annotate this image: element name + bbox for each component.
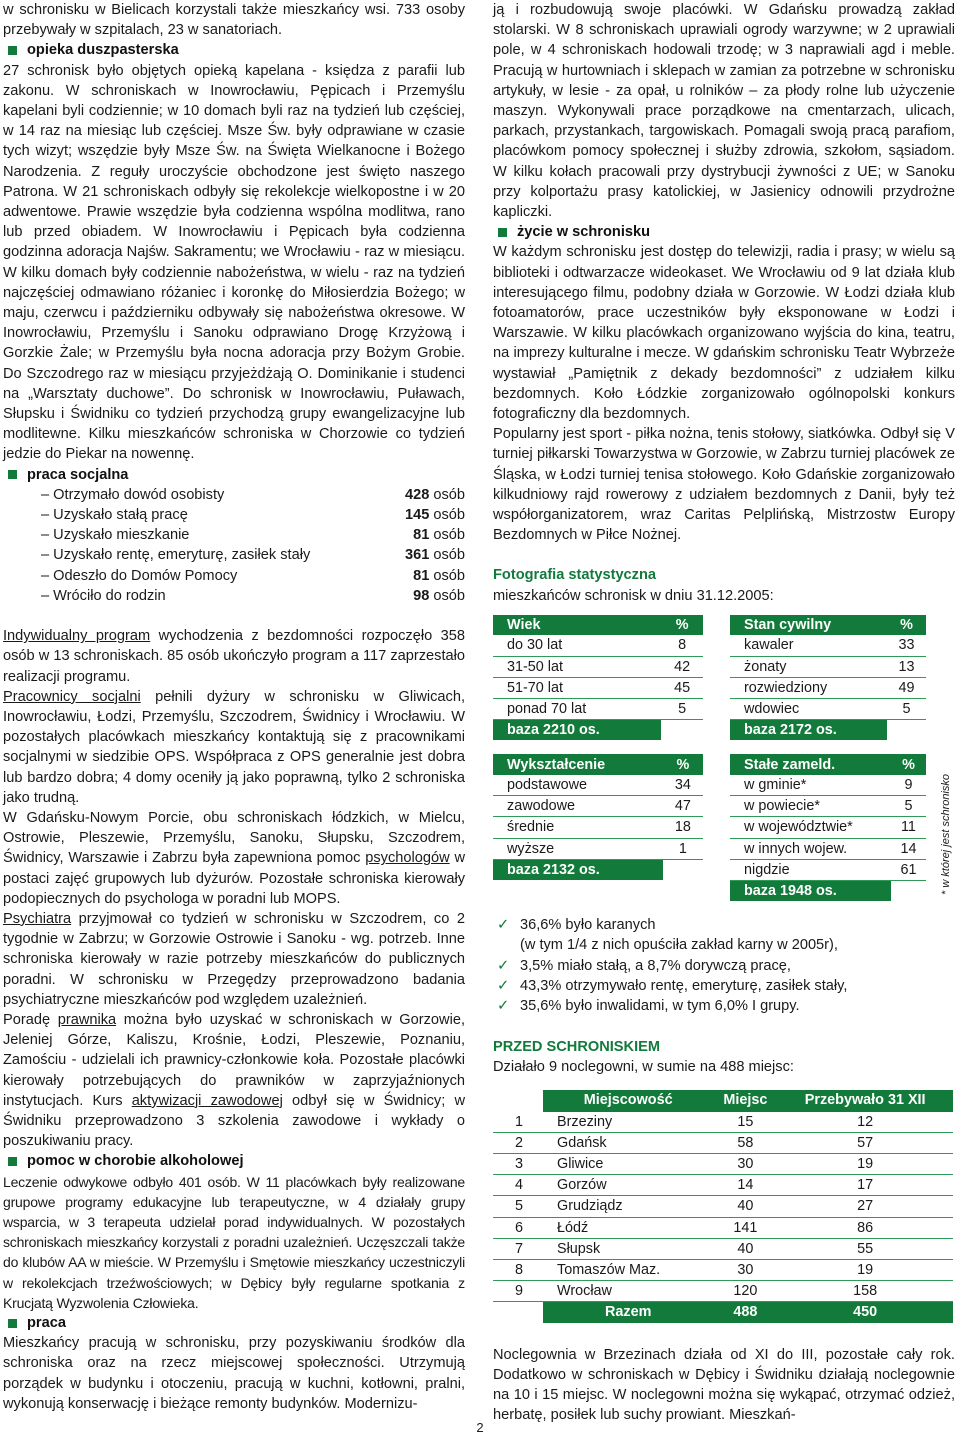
paragraph: Poradę prawnika można było uzyskać w schroniskach w Gorzowie, Jeleniej Górze, Kaliszu, Krośnie, Łodzi, Pleszewie, Poznaniu, Zamościu - udzielali ich prawnicy-członkowie koła. Pozostałe placówki kierowały potrzebujących do prawników w zaprzyjaźnionych instytucjach. Kurs aktywizacji zawodowej odbył się w Świdnicy; w Świdniku przeprowadzono 3 szkolenia zawodowe i wykłady o poszukiwaniu pracy.: [3, 1011, 465, 1150]
stats-tables-row-2: [493, 754, 955, 901]
paragraph: Mieszkańcy pracują w schronisku, przy pozyskiwaniu środków dla schroniska oraz na rzecz miejscowej społeczności. Utrzymują porządek w budynku i otoczeniu, pracują w kuchni, kotłowni, pralni, wykonują konserwację i bieżące remonty budynków. Modernizu-: [3, 1335, 465, 1412]
paragraph: 27 schronisk było objętych opieką kapelana - księdza z parafii lub zakonu. W schroniskach w Inowrocławiu, Pępicach i Przemyślu kapelani byli codziennie; w 10 domach byli raz na tydzień lub częściej, w 14 raz na miesiąc lub częściej. Msze Św. były odprawiane w czasie tych wizyt; wszędzie były Msze Św. na Święta Wielkanocne i Bożego Narodzenia. Z reguły uroczyście obchodzone jest święto naszego Patrona. W 21 schroniskach odbyły się rekolekcje wielkopostne i w 20 adwentowe. Prawie wszędzie była codzienna wspólna modlitwa, rano lub przed obiadem. W Inowrocławiu i Pępicach była codzienna godzinna adoracja Najśw. Sakramentu; we Wrocławiu - raz w miesiącu. W kilku domach były codziennie nabożeństwa, w wielu - raz na tydzień najczęściej odmawiano różaniec i koronkę do Miłosierdzia Bożego; w maju, czerwcu i październiku odbywały się nabożeństwa okresowe. W Inowrocławiu, Przemyślu i Sanoku odprawiano Drogę Krzyżową i Gorzkie Żale; w Przemyślu była nocna adoracja przy Bożym Grobie. Do Szczodrego raz w miesiącu przyjeżdżają O. Dominikanie i studenci na „Warsztaty duchowe”. Do schronisk w Inowrocławiu, Puławach, Słupsku i Świdniku co tydzień przychodzą grupy ewangelizacyjne lub modlitewne. Kilku mieszkańców schroniska w Chorzowie co tydzień jedzie do Piekar na nowennę.: [3, 62, 465, 463]
left-column: [3, 0, 465, 1414]
table-row: 2 Gdańsk 58 57: [493, 1132, 953, 1153]
table-row: 1 Brzeziny 15 12: [493, 1112, 953, 1133]
list-item: ✓ 3,5% miało stałą, a 8,7% dorywczą pracę,: [493, 956, 955, 976]
paragraph: W Gdańsku-Nowym Porcie, obu schroniskach łódzkich, w Mielcu, Ostrowie, Pleszewie, Przemyślu, Sanoku, Słupsku, Szczodrem, Świdnicy, Warszawie i Zabrzu była zapewniona pomoc psychologów w postaci zajęć grupowych lub dyżurów. Pozostałe schroniska kierowały podopiecznych do psychologa w poradni lub MOPS.: [3, 809, 466, 907]
section-heading-socjalna: praca socjalna: [3, 465, 465, 485]
table-row: w gminie* 9: [730, 775, 926, 796]
page-number: 2: [476, 1420, 484, 1434]
square-bullet-icon: [8, 46, 17, 55]
right-column: [493, 0, 955, 1425]
paragraph: ją i rozbudowują swoje placówki. W Gdańsku prowadzą zakład stolarski. W 8 schroniskach uprawiali ogrody warzywne; w 2 uprawiali pole, w 4 schroniskach hodowali trzodę; w 3 naprawiali agd i meble. Pracują w hurtowniach i sklepach w zamian za potrzebne w schronisku artykuły, w lesie - za opał, u rolników – za płody rolne lub użyczenie maszyn. Wykonywali prace porządkowe na cmentarzach, ulicach, parkach, przystankach, targowiskach. Pomagali swoją pracą parafiom, placówkom pomocy społecznej i służby zdrowia, szkołom, sąsiadom. W kilku kołach pracowali przy dystrybucji żywności z UE; w Sanoku przy kolportażu prasy katolickiej, w Jasienicy odnowili przydrożne kapliczki.: [493, 2, 955, 221]
paragraph: Pracownicy socjalni pełnili dyżury w schronisku w Gliwicach, Inowrocławiu, Łodzi, Przemyślu, Szczodrem, Świdnicy i Wrocławiu. W pozostałych placówkach mieszkańcy kontaktują się z pracownikami socjalnymi w siedzibie OPS. Współpraca z OPS generalnie jest dobra lub bardzo dobra; 4 domy oceniły ją jako poprawną, tylko 2 schroniska jako trudną.: [3, 688, 465, 806]
table-zameldowanie: Stałe zameld. % w gminie* 9 w powiecie* 5 w województwie* 11 w innych wojew. 14 nigdzie 61 baza 1948 os.: [730, 754, 926, 901]
square-bullet-icon: [8, 470, 17, 479]
stats-section: [493, 565, 955, 605]
paragraph: Psychiatra przyjmował co tydzień w schronisku w Szczodrem, co 2 tygodnie w Zabrzu; w Gorzowie Ostrowie i Sanoku - wg. potrzeb. Inne schroniska kierowały w razie potrzeby mieszkańców do publicznych poradni. W schronisku w Przegędzy przeprowadzono badania psychiatryczne mieszkańców pod względem uzależnień.: [3, 910, 465, 1008]
section-heading-zycie: życie w schronisku: [493, 222, 955, 242]
checkmark-icon: ✓: [497, 957, 510, 974]
table-row: w województwie* 11: [730, 817, 926, 838]
table-row: nigdzie 61: [730, 859, 926, 880]
stat-row: – Uzyskało rentę, emeryturę, zasiłek stały 361 osób: [41, 547, 465, 564]
przed-title: PRZED SCHRONISKIEM: [493, 1039, 661, 1056]
paragraph: Indywidualny program wychodzenia z bezdomności rozpoczęło 358 osób w 13 schroniskach. 85 osób ukończyło program a 117 zaprzestało realizacji programu.: [3, 628, 465, 685]
list-item: (w tym 1/4 z nich opuściła zakład karny w 2005r),: [520, 937, 838, 954]
przed-subtitle: Działało 9 noclegowni, w sumie na 488 miejsc:: [493, 1059, 794, 1076]
list-item: ✓ 35,6% było inwalidami, w tym 6,0% I grupy.: [493, 996, 955, 1016]
table-total-row: baza 2210 os.: [493, 720, 703, 741]
przed-section: [493, 1037, 955, 1077]
table-row: 51-70 lat 45: [493, 677, 703, 698]
table-row: w powiecie* 5: [730, 796, 926, 817]
table-row: rozwiedziony 49: [730, 677, 926, 698]
table-row: 9 Wrocław 120 158: [493, 1281, 953, 1302]
table-row: 31-50 lat 42: [493, 656, 703, 677]
square-bullet-icon: [8, 1157, 17, 1166]
table-row: 6 Łódź 141 86: [493, 1217, 953, 1238]
paragraph: Noclegownia w Brzezinach działa od XI do III, pozostałe cały rok. Dodatkowo w schroniskach w Dębicy i Świdniku działają noclegownie na 10 i 15 miejsc. W noclegowni można się wykąpać, otrzymać odzież, herbatę, posiłek lub suchy prowiant. Mieszkań-: [493, 1346, 955, 1424]
table-total-row: baza 2172 os.: [730, 720, 926, 741]
table-row: średnie 18: [493, 817, 703, 838]
section-heading-duszpasterska: opieka duszpasterska: [3, 40, 465, 60]
square-bullet-icon: [498, 228, 507, 237]
stat-row: – Otrzymało dowód osobisty 428 osób: [41, 486, 465, 503]
stats-subtitle: mieszkańców schronisk w dniu 31.12.2005:: [493, 587, 774, 604]
table-row: żonaty 13: [730, 656, 926, 677]
table-row: ponad 70 lat 5: [493, 699, 703, 720]
table-total-row: baza 1948 os.: [730, 880, 926, 901]
paragraph: w schronisku w Bielicach korzystali także mieszkańcy wsi. 733 osoby przebywały w szpitalach, 23 w sanatoriach.: [3, 2, 465, 39]
stat-row: – Uzyskało mieszkanie 81 osób: [41, 527, 465, 544]
table-row: podstawowe 34: [493, 775, 703, 796]
table-row: 7 Słupsk 40 55: [493, 1238, 953, 1259]
table-wyksztalcenie: Wykształcenie % podstawowe 34 zawodowe 47 średnie 18 wyższe 1 baza 2132 os.: [493, 754, 703, 880]
stats-list: [41, 485, 465, 606]
table-total-row: baza 2132 os.: [493, 859, 703, 880]
paragraph: W każdym schronisku jest dostęp do telewizji, radia i prasy; w wielu są biblioteki i odtwarzacze wideokaset. We Wrocławiu od 9 lat działa klub interesującego filmu, podobny działa w Gorzowie. W Łodzi działa klub fotoamatorów, prace uczestników były eksponowane w Łodzi i Warszawie. W kilku placówkach organizowano wyjścia do kina, teatru, na imprezy kulturalne i mecze. W gdańskim schronisku Teatr Wybrzeże wystawiał „Pamiętnik z dekady bezdomności” z udziałem kilku bezdomnych. Koło Łódzkie zorganizowało ogólnopolski konkurs fotograficzny dla bezdomnych.: [493, 244, 955, 423]
checkmark-icon: ✓: [497, 917, 510, 934]
footnote-vertical: * w której jest schronisko: [940, 773, 952, 895]
section-heading-alkohol: pomoc w chorobie alkoholowej: [3, 1151, 465, 1171]
table-row: zawodowe 47: [493, 796, 703, 817]
list-item: ✓ 43,3% otrzymywało rentę, emeryturę, zasiłek stały,: [493, 976, 955, 996]
table-row: w innych wojew. 14: [730, 838, 926, 859]
section-heading-praca: praca: [3, 1313, 465, 1333]
check-list: [493, 915, 955, 1016]
table-row: kawaler 33: [730, 635, 926, 656]
table-row: 3 Gliwice 30 19: [493, 1153, 953, 1174]
table-row: 8 Tomaszów Maz. 30 19: [493, 1259, 953, 1280]
table-stan-cywilny: Stan cywilny % kawaler 33 żonaty 13 rozwiedziony 49 wdowiec 5 baza 2172 os.: [730, 615, 926, 741]
table-row: wdowiec 5: [730, 699, 926, 720]
table-total-row: Razem 488 450: [493, 1302, 953, 1323]
stats-title: Fotografia statystyczna: [493, 567, 657, 584]
paragraph: Popularny jest sport - piłka nożna, tenis stołowy, siatkówka. Odbył się V turniej piłkarski Towarzystwa w Gorzowie, w Zabrzu turniej placówek ze Śląska, w Łodzi turniej tenisa stołowego. Koło Gdańskie zorganizowało kilkudniowy rajd rowerowy z udziałem bezdomnych z Danii, były też współorganizatorem, wraz Caritas Pelplińską, Mistrzostw Europy Bezdomnych w Piłce Nożnej.: [493, 426, 955, 544]
table-row: do 30 lat 8: [493, 635, 703, 656]
list-item: ✓ 36,6% było karanych: [493, 915, 955, 935]
table-row: 4 Gorzów 14 17: [493, 1175, 953, 1196]
table-wiek: Wiek % do 30 lat 8 31-50 lat 42 51-70 lat 45 ponad 70 lat 5 baza 2210 os.: [493, 615, 703, 741]
table-row: 5 Grudziądz 40 27: [493, 1196, 953, 1217]
noclegownie-table: Miejscowość Miejsc Przebywało 31 XII 1 Brzeziny 15 12 2 Gdańsk 58 57 3 Gliwice 30 19 4 Gorzów 14 17 5 Grudziądz 40 27 6 Łódź 141 86 7 Słupsk 40 55 8 Tomaszów Maz. 30 19 9 Wrocław 120 158 Razem 488 450: [493, 1090, 953, 1323]
stat-row: – Uzyskało stałą pracę 145 osób: [41, 507, 465, 524]
square-bullet-icon: [8, 1319, 17, 1328]
checkmark-icon: ✓: [497, 977, 510, 994]
checkmark-icon: ✓: [497, 997, 510, 1014]
table-row: wyższe 1: [493, 838, 703, 859]
stats-tables-row-1: [493, 615, 955, 741]
stat-row: – Wróciło do rodzin 98 osób: [41, 587, 465, 604]
paragraph: Leczenie odwykowe odbyło 401 osób. W 11 placówkach były realizowane grupowe programy edukacyjne lub terapeutyczne, w 4 działały grupy wsparcia, w 3 terapeuta udzielał porad indywidualnych. W pozostałych schroniskach mieszkańcy korzystali z poradni uzależnień. Uczęszczali także do klubów AA w mieście. W Przemyślu i Smętowie mieszkańcy uczestniczyli w rekolekcjach trzeźwościowych; w Dębicy były regularne spotkania z Krucjatą Wyzwolenia Człowieka.: [3, 1173, 465, 1311]
stat-row: – Odeszło do Domów Pomocy 81 osób: [41, 567, 465, 584]
